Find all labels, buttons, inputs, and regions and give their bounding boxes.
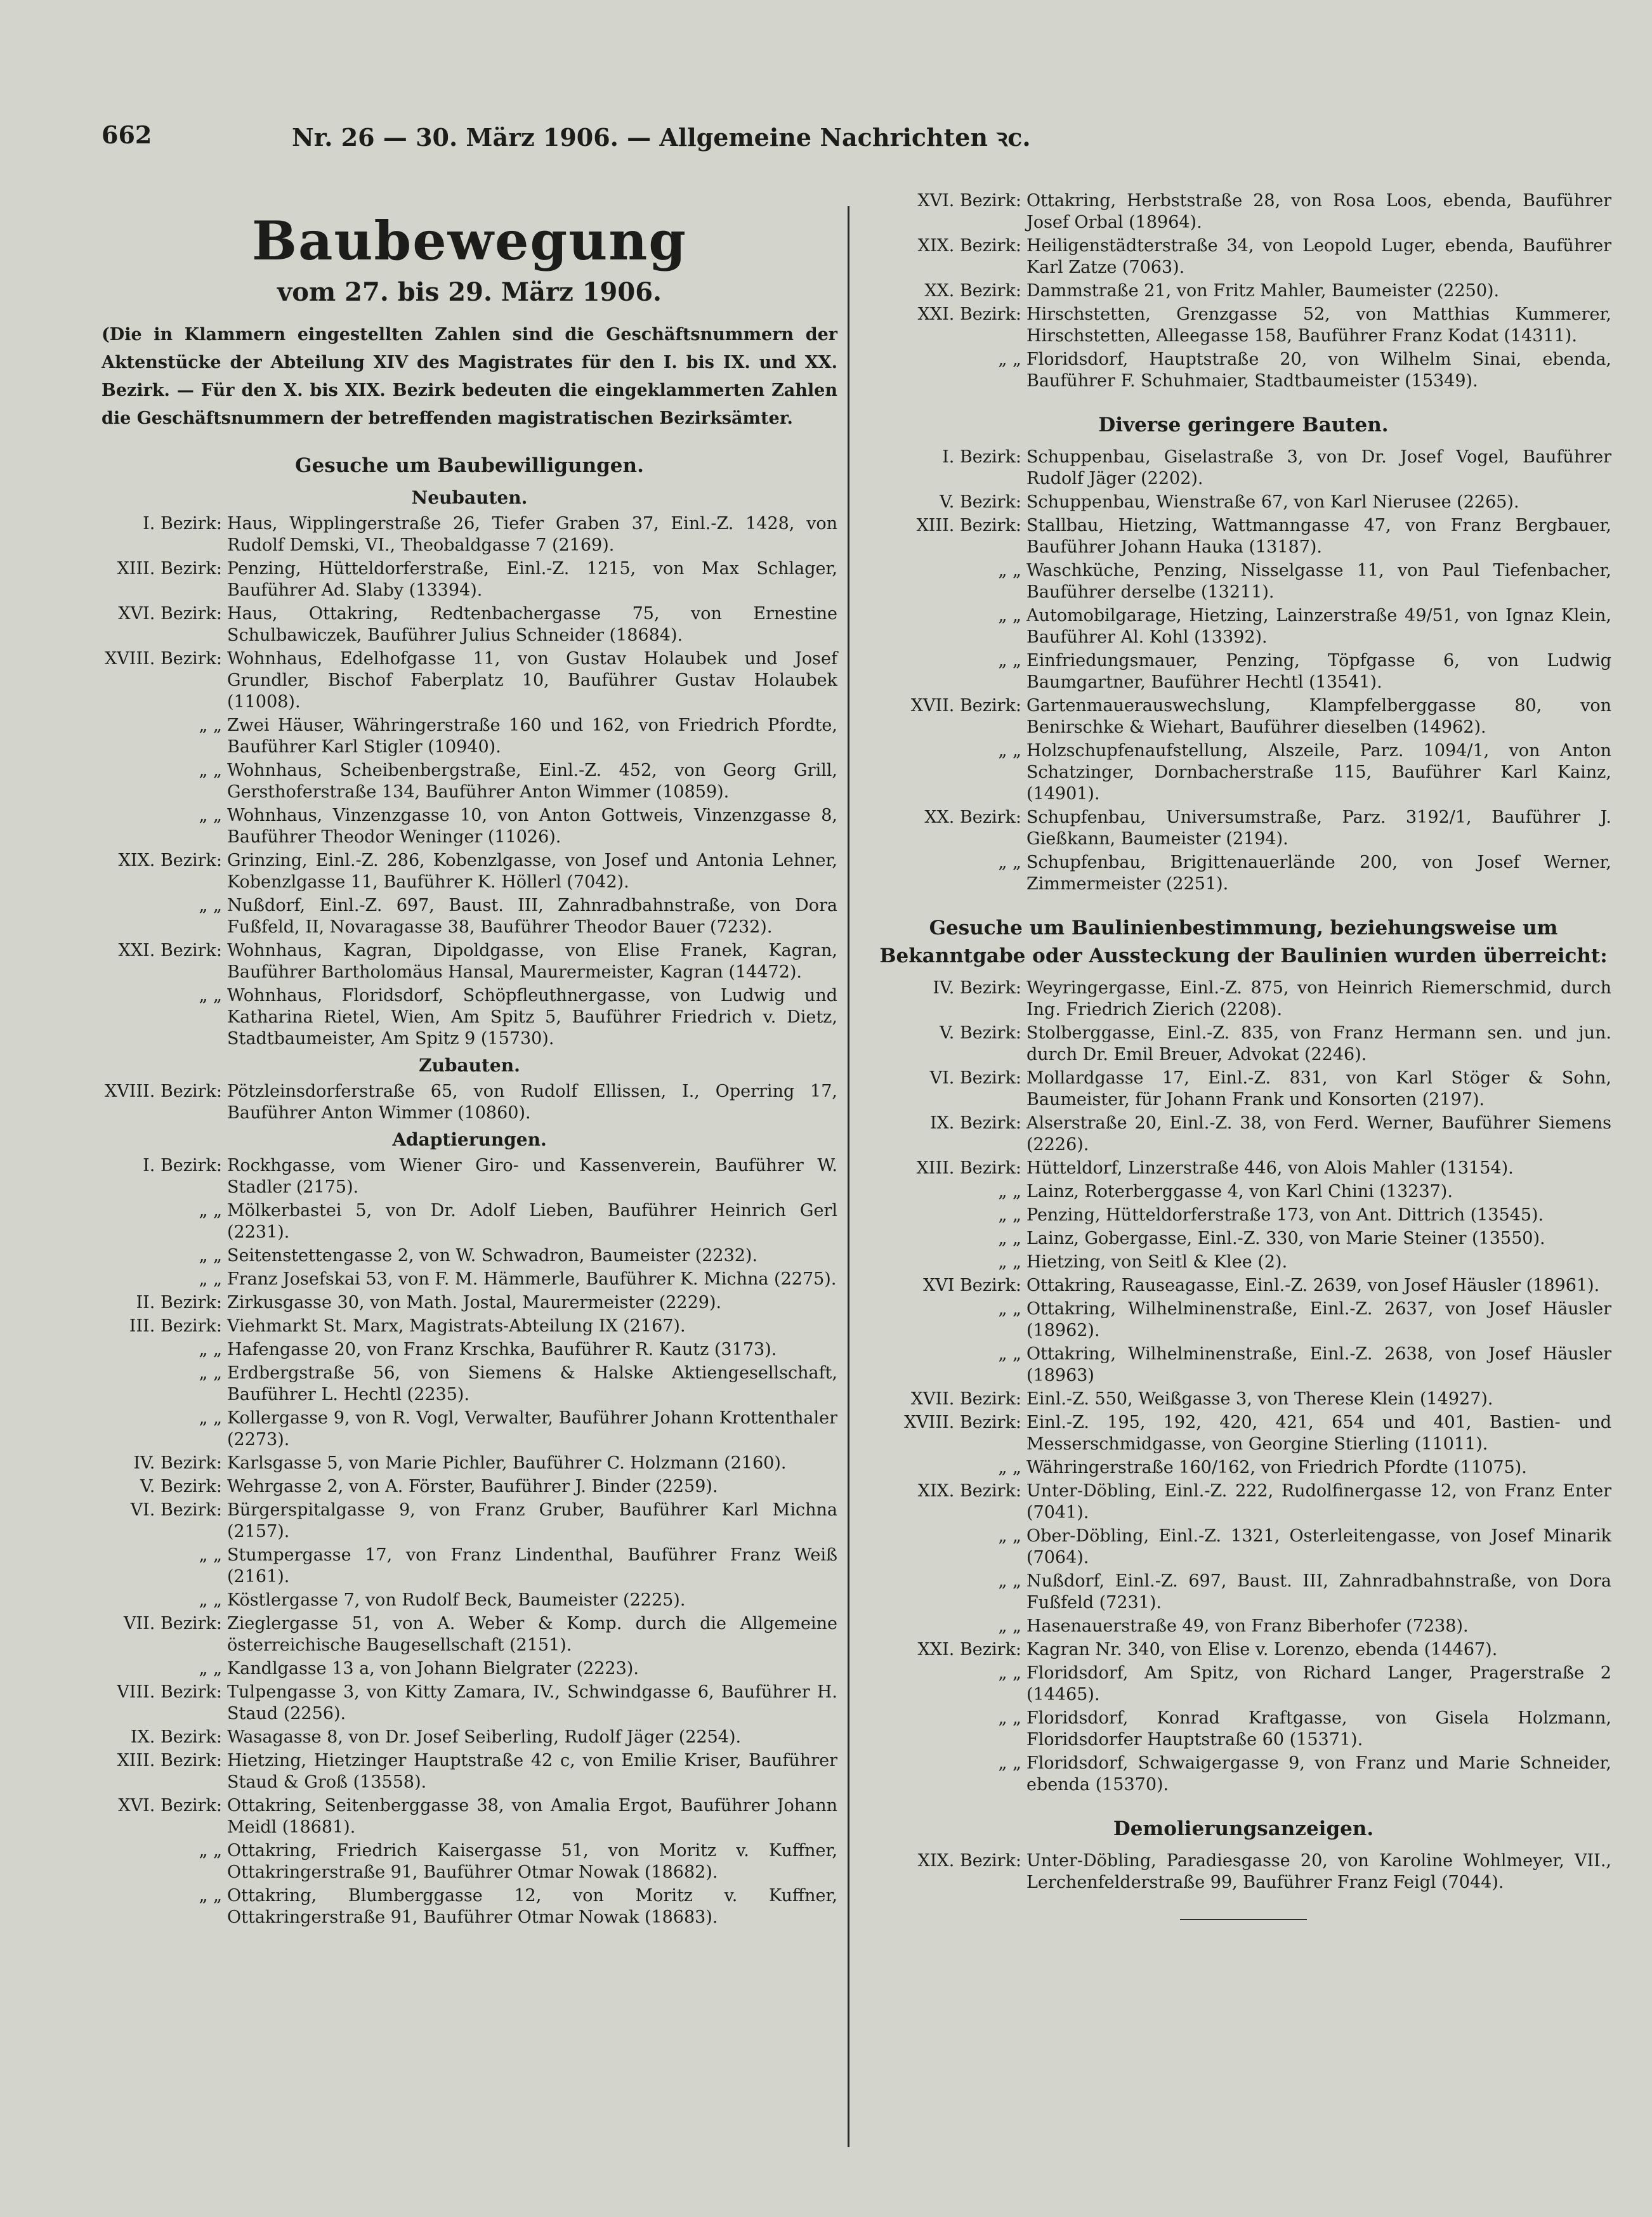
- entry-text: Ober-Döbling, Einl.-Z. 1321, Osterleitengasse, von Josef Minarik (7064).: [1026, 1526, 1611, 1567]
- district-label: XIII. Bezirk:: [117, 559, 222, 579]
- entry-row: [875, 1850, 1611, 1893]
- entry-text: Einfriedungsmauer, Penzing, Töpfgasse 6, von Ludwig Baumgartner, Bauführer Hechtl (13541).: [1026, 651, 1611, 692]
- entry-text: Hirschstetten, Grenzgasse 52, von Matthias Kummerer, Hirschstetten, Alleegasse 158, Bauführer Franz Kodat (14311).: [1026, 304, 1611, 346]
- entry-text: Kandlgasse 13 a, von Johann Bielgrater (2223).: [227, 1659, 639, 1678]
- entry-row: [875, 1616, 1611, 1637]
- article-intro: (Die in Klammern eingestellten Zahlen sind die Geschäftsnummern der Aktenstücke der Abteilung XIV des Magistrates für den I. bis IX. und XX. Bezirk. — Für den X. bis XIX. Bezirk bedeuten die eingeklammerten Zahlen die Geschäftsnummern der betreffenden magistratischen Bezirksämter.: [102, 325, 837, 428]
- entry-text: Floridsdorf, Schwaigergasse 9, von Franz und Marie Schneider, ebenda (15370).: [1026, 1753, 1611, 1795]
- district-label: VI. Bezirk:: [130, 1500, 222, 1520]
- entry-row: [875, 280, 1611, 302]
- entry-row: [102, 1795, 837, 1838]
- entry-row: [875, 492, 1611, 513]
- article-subtitle: vom 27. bis 29. März 1906.: [277, 277, 662, 307]
- district-label: V. Bezirk:: [140, 1477, 222, 1496]
- district-label: XIX. Bezirk:: [917, 1481, 1021, 1501]
- entry-row: [875, 304, 1611, 347]
- entry-row: [102, 1727, 837, 1748]
- entry-row: [102, 760, 837, 803]
- district-label: „ „: [998, 606, 1021, 625]
- entry-text: Wohnhaus, Vinzenzgasse 10, von Anton Gottweis, Vinzenzgasse 8, Bauführer Theodor Weninger (11026).: [227, 806, 837, 847]
- entry-text: Schupfenbau, Universumstraße, Parz. 3192/1, Bauführer J. Gießkann, Baumeister (2194).: [1026, 808, 1611, 849]
- entry-row: [102, 1081, 837, 1124]
- district-label: „ „: [998, 1299, 1021, 1319]
- entry-row: [875, 852, 1611, 895]
- entry-text: Zieglergasse 51, von A. Weber & Komp. durch die Allgemeine österreichische Baugesellschaft (2151).: [227, 1614, 837, 1655]
- entry-row: [875, 1639, 1611, 1661]
- entry-row: [102, 895, 837, 938]
- entry-text: Wohnhaus, Edelhofgasse 11, von Gustav Holaubek und Josef Grundler, Bischof Faberplatz 10, Bauführer Gustav Holaubek (11008).: [227, 649, 837, 712]
- entry-text: Viehmarkt St. Marx, Magistrats-Abteilung IX (2167).: [227, 1316, 686, 1336]
- district-label: „ „: [199, 761, 222, 780]
- entry-list: [875, 1850, 1611, 1893]
- entry-row: [875, 1068, 1611, 1111]
- entry-row: [102, 1613, 837, 1656]
- entry-row: [875, 1481, 1611, 1524]
- entry-row: [875, 447, 1611, 490]
- entry-text: Pötzleinsdorferstraße 65, von Rudolf Ellissen, I., Operring 17, Bauführer Anton Wimmer (10860).: [227, 1082, 837, 1123]
- entry-text: Mölkerbastei 5, von Dr. Adolf Lieben, Bauführer Heinrich Gerl (2231).: [227, 1201, 837, 1242]
- entry-row: [102, 715, 837, 758]
- district-label: „ „: [199, 1590, 222, 1610]
- closing-rule: [1180, 1919, 1307, 1920]
- entry-text: Ottakring, Friedrich Kaisergasse 51, von Moritz v. Kuffner, Ottakringerstraße 91, Bauführer Otmar Nowak (18682).: [227, 1841, 837, 1882]
- entry-row: [875, 1663, 1611, 1706]
- entry-row: [875, 1252, 1611, 1273]
- district-label: „ „: [998, 651, 1021, 670]
- section-heading: Demolierungsanzeigen.: [1113, 1817, 1374, 1840]
- entry-text: Schuppenbau, Giselastraße 3, von Dr. Josef Vogel, Bauführer Rudolf Jäger (2202).: [1026, 447, 1611, 488]
- entry-text: Wasagasse 8, von Dr. Josef Seiberling, Rudolf Jäger (2254).: [227, 1727, 742, 1747]
- subsection-heading: Adaptierungen.: [392, 1129, 547, 1150]
- entry-list: [102, 513, 837, 1050]
- entry-row: [875, 1389, 1611, 1410]
- district-label: „ „: [199, 986, 222, 1005]
- district-label: I. Bezirk:: [143, 514, 222, 533]
- entry-text: Schuppenbau, Wienstraße 67, von Karl Nierusee (2265).: [1026, 492, 1519, 512]
- entry-row: [875, 190, 1611, 233]
- district-label: „ „: [998, 1663, 1021, 1683]
- entry-text: Kagran Nr. 340, von Elise v. Lorenzo, ebenda (14467).: [1026, 1640, 1498, 1659]
- entry-text: Penzing, Hütteldorferstraße 173, von Ant. Dittrich (13545).: [1026, 1205, 1544, 1225]
- entry-row: [875, 605, 1611, 648]
- entry-row: [102, 1316, 837, 1337]
- district-label: XXI. Bezirk:: [118, 941, 222, 960]
- district-label: III. Bezirk:: [129, 1316, 222, 1336]
- entry-row: [875, 1205, 1611, 1226]
- entry-row: [102, 1840, 837, 1883]
- entry-row: [102, 985, 837, 1050]
- subsection-heading: Neubauten.: [411, 487, 528, 508]
- entry-row: [102, 1453, 837, 1474]
- running-title: Nr. 26 — 30. März 1906. — Allgemeine Nachrichten ꝛc.: [292, 123, 1031, 152]
- district-label: XVIII. Bezirk:: [904, 1413, 1021, 1432]
- entry-text: Schupfenbau, Brigittenauerlände 200, von Josef Werner, Zimmermeister (2251).: [1026, 853, 1611, 894]
- district-label: „ „: [998, 1344, 1021, 1364]
- entry-text: Wohnhaus, Scheibenbergstraße, Einl.-Z. 452, von Georg Grill, Gersthoferstraße 134, Bauführer Anton Wimmer (10859).: [227, 761, 837, 802]
- section-heading: Gesuche um Baubewilligungen.: [295, 454, 644, 477]
- district-label: „ „: [998, 1229, 1021, 1248]
- district-label: VI. Bezirk:: [929, 1068, 1021, 1088]
- entry-list: [102, 1155, 837, 1928]
- entry-row: [875, 1158, 1611, 1179]
- district-label: „ „: [998, 1252, 1021, 1272]
- district-label: „ „: [998, 561, 1021, 580]
- entry-text: Hasenauerstraße 49, von Franz Biberhofer (7238).: [1026, 1616, 1469, 1636]
- district-label: XVII. Bezirk:: [910, 1389, 1021, 1409]
- district-label: XX. Bezirk:: [924, 281, 1021, 301]
- entry-list: [875, 978, 1611, 1796]
- entry-text: Mollardgasse 17, Einl.-Z. 831, von Karl Stöger & Sohn, Baumeister, für Johann Frank und Konsorten (2197).: [1026, 1068, 1611, 1109]
- entry-text: Nußdorf, Einl.-Z. 697, Baust. III, Zahnradbahnstraße, von Dora Fußfeld, II, Novaragasse 38, Bauführer Theodor Bauer (7232).: [227, 896, 837, 937]
- entry-text: Ottakring, Wilhelminenstraße, Einl.-Z. 2638, von Josef Häusler (18963): [1026, 1344, 1611, 1385]
- district-label: XVIII. Bezirk:: [105, 1082, 222, 1101]
- entry-row: [102, 603, 837, 646]
- entry-text: Lainz, Roterberggasse 4, von Karl Chini (13237).: [1026, 1182, 1453, 1201]
- district-label: XVI. Bezirk:: [118, 1796, 222, 1815]
- column-divider: [848, 206, 849, 2147]
- right-column: [875, 190, 1611, 1920]
- district-label: „ „: [199, 1545, 222, 1565]
- entry-text: Köstlergasse 7, von Rudolf Beck, Baumeister (2225).: [227, 1590, 686, 1610]
- entry-row: [875, 650, 1611, 693]
- entry-row: [102, 513, 837, 556]
- entry-row: [102, 1155, 837, 1198]
- entry-row: [102, 1269, 837, 1290]
- entry-row: [875, 740, 1611, 805]
- district-label: „ „: [199, 1841, 222, 1861]
- entry-text: Stumpergasse 17, von Franz Lindenthal, Bauführer Franz Weiß (2161).: [227, 1545, 837, 1586]
- entry-row: [102, 1363, 837, 1406]
- entry-text: Stallbau, Hietzing, Wattmanngasse 47, von Franz Bergbauer, Bauführer Johann Hauka (13187).: [1026, 516, 1611, 557]
- entry-text: Gartenmauerauswechslung, Klampfelberggasse 80, von Benirschke & Wiehart, Bauführer dieselben (14962).: [1026, 696, 1611, 737]
- entry-row: [102, 1339, 837, 1361]
- page-header: [102, 121, 1599, 159]
- entry-text: Waschküche, Penzing, Nisselgasse 11, von Paul Tiefenbacher, Bauführer derselbe (13211).: [1026, 561, 1611, 602]
- district-label: „ „: [998, 853, 1021, 872]
- district-label: IV. Bezirk:: [133, 1453, 222, 1473]
- district-label: XXI. Bezirk:: [917, 1640, 1021, 1659]
- section-heading: Gesuche um Baulinienbestimmung, beziehungsweise um Bekanntgabe oder Aussteckung der Baulinien wurden überreicht:: [879, 917, 1608, 967]
- entry-text: Nußdorf, Einl.-Z. 697, Baust. III, Zahnradbahnstraße, von Dora Fußfeld (7231).: [1026, 1571, 1611, 1612]
- entry-text: Grinzing, Einl.-Z. 286, Kobenzlgasse, von Josef und Antonia Lehner, Kobenzlgasse 11, Bauführer K. Höllerl (7042).: [227, 851, 837, 892]
- entry-row: [102, 1476, 837, 1498]
- district-label: VII. Bezirk:: [123, 1614, 222, 1633]
- entry-text: Floridsdorf, Konrad Kraftgasse, von Gisela Holzmann, Floridsdorfer Hauptstraße 60 (15371).: [1026, 1708, 1611, 1749]
- entry-text: Währingerstraße 160/162, von Friedrich Pfordte (11075).: [1026, 1458, 1527, 1477]
- entry-row: [875, 1457, 1611, 1479]
- district-label: „ „: [199, 1886, 222, 1906]
- entry-row: [875, 1526, 1611, 1569]
- entry-row: [875, 1181, 1611, 1203]
- entry-text: Einl.-Z. 195, 192, 420, 421, 654 und 401, Bastien- und Messerschmidgasse, von Georgine Stierling (11011).: [1026, 1413, 1611, 1454]
- district-label: I. Bezirk:: [942, 447, 1021, 467]
- district-label: „ „: [998, 741, 1021, 761]
- entry-row: [102, 648, 837, 713]
- entry-row: [102, 1292, 837, 1314]
- entry-text: Haus, Ottakring, Redtenbachergasse 75, von Ernestine Schulbawiczek, Bauführer Julius Schneider (18684).: [227, 604, 837, 645]
- district-label: „ „: [998, 1571, 1021, 1591]
- entry-text: Ottakring, Rauseagasse, Einl.-Z. 2639, von Josef Häusler (18961).: [1026, 1276, 1600, 1295]
- entry-row: [102, 1658, 837, 1680]
- entry-text: Unter-Döbling, Paradiesgasse 20, von Karoline Wohlmeyer, VII., Lerchenfelderstraße 99, Bauführer Franz Feigl (7044).: [1026, 1851, 1611, 1892]
- entry-row: [102, 850, 837, 893]
- entry-text: Wohnhaus, Floridsdorf, Schöpfleuthnergasse, von Ludwig und Katharina Rietel, Wien, Am Spitz 5, Bauführer Friedrich v. Dietz, Stadtbaumeister, Am Spitz 9 (15730).: [227, 986, 837, 1049]
- entry-row: [875, 1753, 1611, 1796]
- district-label: XIX. Bezirk:: [118, 851, 222, 870]
- page-number: 662: [102, 121, 152, 149]
- entry-list: [875, 190, 1611, 392]
- district-label: V. Bezirk:: [940, 1023, 1021, 1043]
- entry-text: Floridsdorf, Hauptstraße 20, von Wilhelm Sinai, ebenda, Bauführer F. Schuhmaier, Stadtbaumeister (15349).: [1026, 350, 1611, 391]
- entry-text: Einl.-Z. 550, Weißgasse 3, von Therese Klein (14927).: [1026, 1389, 1493, 1409]
- district-label: „ „: [998, 1616, 1021, 1636]
- district-label: XX. Bezirk:: [924, 808, 1021, 827]
- district-label: I. Bezirk:: [143, 1156, 222, 1175]
- district-label: „ „: [199, 1246, 222, 1265]
- entry-text: Karlsgasse 5, von Marie Pichler, Bauführer C. Holzmann (2160).: [227, 1453, 787, 1473]
- entry-text: Weyringergasse, Einl.-Z. 875, von Heinrich Riemerschmid, durch Ing. Friedrich Zierich (2208).: [1026, 978, 1611, 1019]
- entry-row: [875, 1344, 1611, 1387]
- district-label: XVII. Bezirk:: [910, 696, 1021, 716]
- district-label: „ „: [199, 1340, 222, 1359]
- entry-text: Hafengasse 20, von Franz Krschka, Bauführer R. Kautz (3173).: [227, 1340, 777, 1359]
- district-label: „ „: [199, 806, 222, 825]
- entry-text: Seitenstettengasse 2, von W. Schwadron, Baumeister (2232).: [227, 1246, 758, 1265]
- entry-row: [875, 1571, 1611, 1614]
- entry-row: [102, 1245, 837, 1267]
- entry-text: Wohnhaus, Kagran, Dipoldgasse, von Elise Franek, Kagran, Bauführer Bartholomäus Hansal, Maurermeister, Kagran (14472).: [227, 941, 837, 982]
- entry-row: [102, 940, 837, 983]
- district-label: V. Bezirk:: [940, 492, 1021, 512]
- article-title: Baubewegung: [251, 209, 688, 272]
- entry-text: Zirkusgasse 30, von Math. Jostal, Maurermeister (2229).: [227, 1293, 722, 1312]
- entry-text: Wehrgasse 2, von A. Förster, Bauführer J. Binder (2259).: [227, 1477, 718, 1496]
- district-label: XIII. Bezirk:: [916, 516, 1021, 535]
- district-label: XVIII. Bezirk:: [105, 649, 222, 669]
- district-label: II. Bezirk:: [136, 1293, 222, 1312]
- entry-text: Tulpengasse 3, von Kitty Zamara, IV., Schwindgasse 6, Bauführer H. Staud (2256).: [227, 1682, 837, 1723]
- district-label: „ „: [998, 1753, 1021, 1773]
- entry-text: Automobilgarage, Hietzing, Lainzerstraße 49/51, von Ignaz Klein, Bauführer Al. Kohl (13392).: [1026, 606, 1611, 647]
- entry-row: [875, 807, 1611, 850]
- entry-text: Lainz, Gobergasse, Einl.-Z. 330, von Marie Steiner (13550).: [1026, 1229, 1545, 1248]
- entry-row: [102, 805, 837, 848]
- entry-row: [875, 695, 1611, 738]
- entry-text: Unter-Döbling, Einl.-Z. 222, Rudolfinergasse 12, von Franz Enter (7041).: [1026, 1481, 1611, 1522]
- district-label: „ „: [199, 1201, 222, 1220]
- entry-row: [102, 1750, 837, 1793]
- district-label: XIX. Bezirk:: [917, 236, 1021, 256]
- entry-row: [875, 1708, 1611, 1751]
- district-label: „ „: [998, 1182, 1021, 1201]
- left-column: [102, 190, 837, 1930]
- entry-row: [875, 978, 1611, 1021]
- district-label: XIII. Bezirk:: [916, 1158, 1021, 1178]
- entry-row: [875, 349, 1611, 392]
- district-label: „ „: [998, 1205, 1021, 1225]
- district-label: XVI. Bezirk:: [118, 604, 222, 624]
- district-label: „ „: [998, 1458, 1021, 1477]
- entry-row: [875, 235, 1611, 278]
- district-label: IX. Bezirk:: [130, 1727, 222, 1747]
- district-label: XVI. Bezirk:: [917, 191, 1021, 211]
- entry-row: [102, 1885, 837, 1928]
- entry-list: [102, 1081, 837, 1124]
- entry-row: [875, 1113, 1611, 1156]
- subsection-heading: Zubauten.: [419, 1055, 520, 1076]
- entry-text: Zwei Häuser, Währingerstraße 160 und 162, von Friedrich Pfordte, Bauführer Karl Stigler (10940).: [227, 716, 837, 757]
- entry-row: [102, 1682, 837, 1725]
- district-label: IX. Bezirk:: [929, 1113, 1021, 1133]
- district-label: „ „: [199, 716, 222, 735]
- entry-row: [102, 1408, 837, 1451]
- entry-text: Hütteldorf, Linzerstraße 446, von Alois Mahler (13154).: [1026, 1158, 1514, 1178]
- district-label: VIII. Bezirk:: [117, 1682, 222, 1702]
- entry-row: [102, 1200, 837, 1243]
- entry-text: Heiligenstädterstraße 34, von Leopold Luger, ebenda, Bauführer Karl Zatze (7063).: [1026, 236, 1611, 277]
- district-label: „ „: [199, 1269, 222, 1289]
- entry-row: [102, 558, 837, 601]
- entry-text: Hietzing, von Seitl & Klee (2).: [1026, 1252, 1288, 1272]
- district-label: XVI Bezirk:: [922, 1276, 1021, 1295]
- entry-row: [875, 1412, 1611, 1455]
- entry-text: Kollergasse 9, von R. Vogl, Verwalter, Bauführer Johann Krottenthaler (2273).: [227, 1408, 837, 1449]
- district-label: „ „: [199, 896, 222, 915]
- entry-text: Dammstraße 21, von Fritz Mahler, Baumeister (2250).: [1026, 281, 1500, 301]
- district-label: „ „: [199, 1659, 222, 1678]
- entry-text: Bürgerspitalgasse 9, von Franz Gruber, Bauführer Karl Michna (2157).: [227, 1500, 837, 1541]
- entry-text: Haus, Wipplingerstraße 26, Tiefer Graben 37, Einl.-Z. 1428, von Rudolf Demski, VI., Theobaldgasse 7 (2169).: [227, 514, 837, 555]
- district-label: XXI. Bezirk:: [917, 304, 1021, 324]
- entry-text: Ottakring, Wilhelminenstraße, Einl.-Z. 2637, von Josef Häusler (18962).: [1026, 1299, 1611, 1340]
- entry-text: Ottakring, Herbststraße 28, von Rosa Loos, ebenda, Bauführer Josef Orbal (18964).: [1026, 191, 1611, 232]
- entry-row: [875, 1023, 1611, 1066]
- entry-row: [875, 1298, 1611, 1342]
- entry-row: [875, 1275, 1611, 1297]
- district-label: „ „: [998, 1708, 1021, 1728]
- entry-row: [102, 1590, 837, 1611]
- district-label: XIX. Bezirk:: [917, 1851, 1021, 1871]
- entry-text: Stolberggasse, Einl.-Z. 835, von Franz Hermann sen. und jun. durch Dr. Emil Breuer, Advokat (2246).: [1026, 1023, 1611, 1064]
- entry-text: Floridsdorf, Am Spitz, von Richard Langer, Pragerstraße 2 (14465).: [1026, 1663, 1611, 1704]
- entry-text: Ottakring, Blumberggasse 12, von Moritz v. Kuffner, Ottakringerstraße 91, Bauführer Otmar Nowak (18683).: [227, 1886, 837, 1927]
- entry-row: [875, 515, 1611, 558]
- entry-row: [875, 560, 1611, 603]
- entry-text: Hietzing, Hietzinger Hauptstraße 42 c, von Emilie Kriser, Bauführer Staud & Groß (13558).: [227, 1751, 837, 1792]
- district-label: „ „: [199, 1408, 222, 1428]
- district-label: IV. Bezirk:: [933, 978, 1021, 998]
- entry-row: [102, 1500, 837, 1543]
- section-heading: Diverse geringere Bauten.: [1098, 414, 1389, 436]
- entry-text: Rockhgasse, vom Wiener Giro- und Kassenverein, Bauführer W. Stadler (2175).: [227, 1156, 837, 1197]
- entry-row: [102, 1545, 837, 1588]
- district-label: „ „: [998, 350, 1021, 369]
- entry-text: Franz Josefskai 53, von F. M. Hämmerle, Bauführer K. Michna (2275).: [227, 1269, 837, 1289]
- entry-list: [875, 447, 1611, 895]
- district-label: XIII. Bezirk:: [117, 1751, 222, 1770]
- entry-text: Holzschupfenaufstellung, Alszeile, Parz. 1094/1, von Anton Schatzinger, Dornbacherstraße 115, Bauführer Karl Kainz, (14901).: [1026, 741, 1611, 804]
- district-label: „ „: [998, 1526, 1021, 1546]
- entry-text: Erdbergstraße 56, von Siemens & Halske Aktiengesellschaft, Bauführer L. Hechtl (2235).: [227, 1363, 837, 1404]
- entry-row: [875, 1228, 1611, 1250]
- entry-text: Ottakring, Seitenberggasse 38, von Amalia Ergot, Bauführer Johann Meidl (18681).: [227, 1796, 837, 1837]
- district-label: „ „: [199, 1363, 222, 1383]
- entry-text: Alserstraße 20, Einl.-Z. 38, von Ferd. Werner, Bauführer Siemens (2226).: [1026, 1113, 1611, 1154]
- entry-text: Penzing, Hütteldorferstraße, Einl.-Z. 1215, von Max Schlager, Bauführer Ad. Slaby (13394).: [227, 559, 837, 600]
